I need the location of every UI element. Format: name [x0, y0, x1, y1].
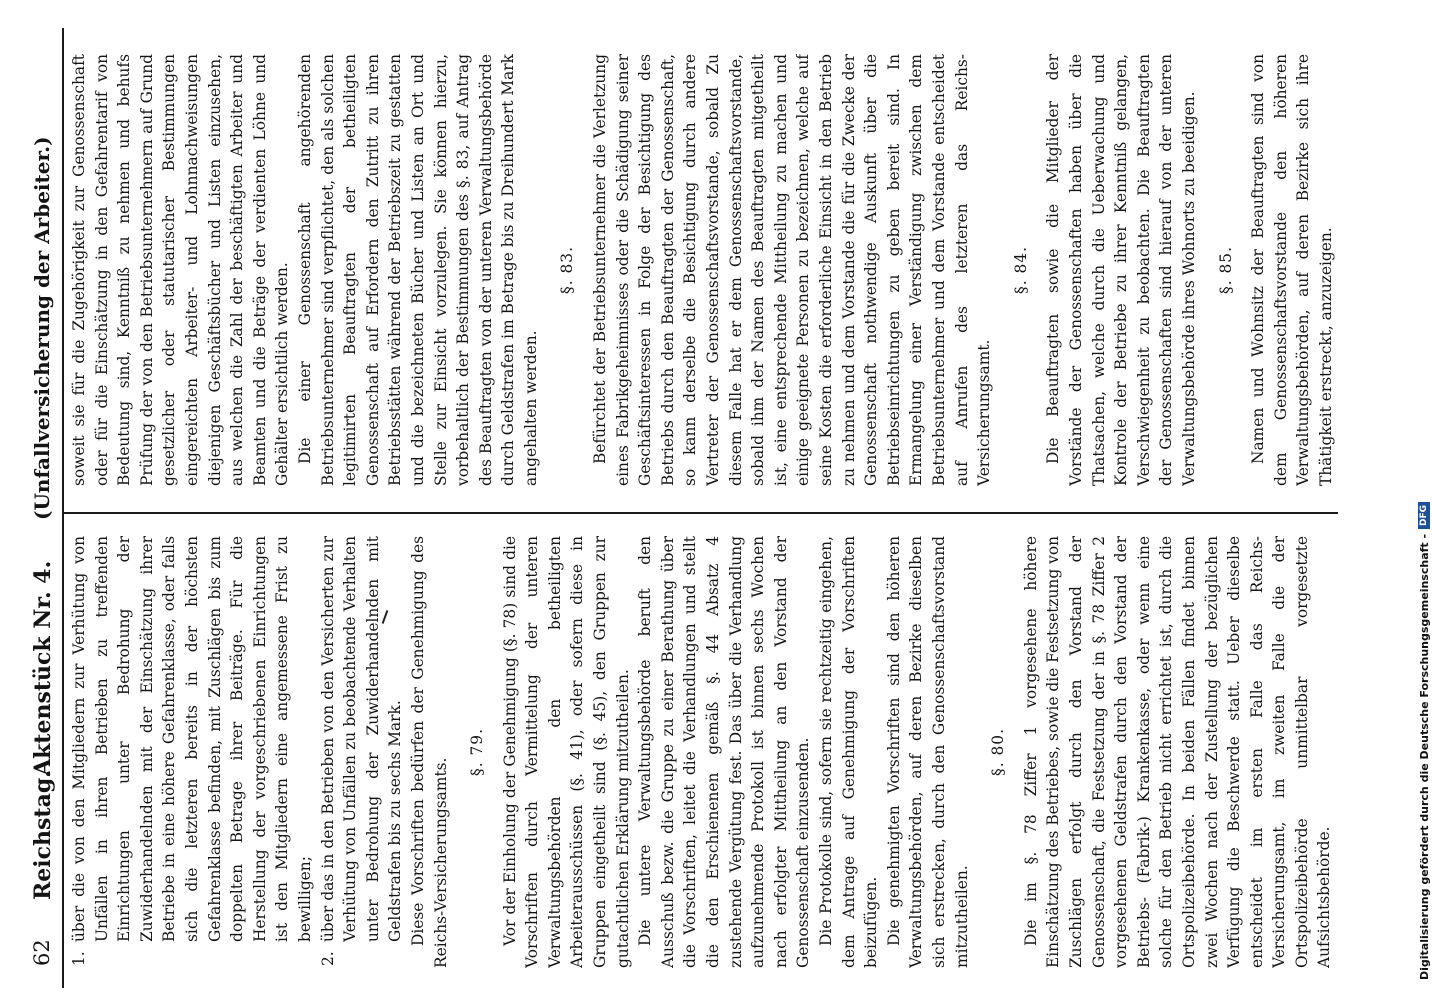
header-rule — [62, 28, 64, 988]
section-heading: §. 84. — [1011, 246, 1030, 294]
paragraph: Die genehmigten Vorschriften sind den höheren Verwaltungsbehörden, auf deren Bezirke dieselben sich erstrecken, durch den Genossenschaftsvorstand mitzutheilen. — [884, 536, 971, 968]
list-item: 2. über das in den Betrieben von den Versicherten zur Verhütung von Unfällen zu beobachtende Verhalten unter Bedrohung der Zuwiderhandelnden mit Geldstrafen bis zu sechs Mark. — [318, 536, 405, 966]
paragraph: soweit sie für die Zugehörigkeit zur Genossenschaft oder für die Einschätzung in den Gefahrentarif von Bedeutung sind, Kenntniß zu nehmen und behufs Prüfung der von den Betriebsunternehmern auf Grund gesetzlicher oder statutarischer Bestimmungen eingereichten Arbeiter- und Lohnnachweisungen diejenigen Geschäftsbücher und Listen einzusehen, aus welchen die Zahl der beschäftigten Arbeiter und Beamten und die Beträge der verdienten Löhne und Gehälter ersichtlich werden. — [70, 54, 292, 486]
left-column — [68, 536, 1340, 968]
paragraph: Namen und Wohnsitz der Beauftragten sind von dem Genossenschaftsvorstande den höheren Verwaltungsbehörden, auf deren Bezirke sich ihre Thätigkeit erstreckt, anzuzeigen. — [1249, 54, 1335, 486]
digitization-notice — [1412, 0, 1430, 1000]
page-header — [22, 28, 66, 988]
page-number: 62 — [30, 939, 54, 966]
column-divider — [62, 513, 1338, 515]
section-heading: §. 79. — [468, 728, 487, 776]
document-page — [22, 28, 1348, 988]
paragraph: Vor der Einholung der Genehmigung (§. 78) sind die Vorschriften durch Vermittelung der unteren Verwaltungsbehörden den betheiligten Arbeiterausschüssen (§. 41), oder sofern diese in Gruppen eingetheilt sind (§. 45), den Gruppen zur gutachtlichen Erklärung mitzutheilen. — [500, 536, 632, 968]
right-column — [68, 54, 1340, 486]
paragraph: Die Protokolle sind, sofern sie rechtzeitig eingehen, dem Antrage auf Genehmigung der Vorschriften beizufügen. — [817, 536, 881, 968]
paragraph: Die Beauftragten sowie die Mitglieder der Vorstände der Genossenschaften haben über die Thatsachen, welche durch die Ueberwachung und Kontrole der Betriebe zu ihrer Kenntniß gelangen, Verschwiegenheit zu beobachten. Die Beauftragten der Genossenschaften sind hierauf von der unteren Verwaltungsbehörde ihres Wohnorts zu beeidigen. — [1044, 54, 1198, 486]
header-running-title: (Unfallversicherung der Arbeiter.) — [30, 136, 54, 520]
paragraph — [1337, 54, 1340, 486]
list-item: 1. über die von den Mitgliedern zur Verhütung von Unfällen in ihren Betrieben zu treffenden Einrichtungen unter Bedrohung der Zuwiderhandelnden mit der Einschätzung ihrer Betriebe in eine höhere Gefahrenklasse, oder falls sich die letzteren bereits in der höchsten Gefahrenklasse befinden, mit Zuschlägen bis zum doppelten Betrage ihrer Beiträge. Für die Herstellung der vorgeschriebenen Einrichtungen ist den Mitgliedern eine angemessene Frist zu bewilligen; — [70, 536, 314, 966]
section-heading: §. 85. — [1216, 246, 1235, 294]
dfg-logo: DFG — [1418, 502, 1430, 529]
digitization-text: Digitalisierung gefördert durch die Deutsche Forschungsgemeinschaft - — [1417, 533, 1431, 980]
paragraph: Die untere Verwaltungsbehörde beruft den Ausschuß bezw. die Gruppe zu einer Berathung über die Vorschriften, leitet die Verhandlungen und stellt die den Erschienenen gemäß §. 44 Absatz 4 zustehende Vergütung fest. Das über die Verhandlung aufzunehmende Protokoll ist binnen sechs Wochen nach erfolgter Mittheilung an den Vorstand der Genossenschaft einzusenden. — [636, 536, 813, 968]
paragraph: Die im §. 78 Ziffer 1 vorgesehene höhere Einschätzung des Betriebes, sowie die Festsetzung von Zuschlägen erfolgt durch den Vorstand der Genossenschaft, die Festsetzung der in §. 78 Ziffer 2 vorgesehenen Geldstrafen durch den Vorstand der Betriebs- (Fabrik-) Krankenkasse, oder wenn eine solche für den Betrieb nicht errichtet ist, durch die Ortspolizeibehörde. In beiden Fällen findet binnen zwei Wochen nach der Zustellung der bezüglichen Verfügung die Beschwerde statt. Ueber dieselbe entscheidet im ersten Falle das Reichs-Versicherungsamt, im zweiten Falle die der Ortspolizeibehörde unmittelbar vorgesetzte Aufsichtsbehörde. — [1021, 536, 1334, 968]
section-heading: §. 80. — [989, 728, 1008, 776]
header-aktenstueck: Aktenstück Nr. 4. — [30, 560, 56, 776]
paragraph: Die einer Genossenschaft angehörenden Betriebsunternehmer sind verpflichtet, den als solchen legitimirten Beauftragten der betheiligten Genossenschaft auf Erfordern den Zutritt zu ihren Betriebsstätten während der Betriebszeit zu gestatten und die bezeichneten Bücher und Listen an Ort und Stelle zur Einsicht vorzulegen. Sie können hierzu, vorbehaltlich der Bestimmungen des §. 83, auf Antrag des Beauftragten von der unteren Verwaltungsbehörde durch Geldstrafen im Betrage bis zu Dreihundert Mark angehalten werden. — [295, 54, 540, 486]
paragraph — [1336, 536, 1340, 968]
paragraph: Befürchtet der Betriebsunternehmer die Verletzung eines Fabrikgeheimnisses oder die Schädigung seiner Geschäftsinteressen in Folge der Besichtigung des Betriebs durch den Beauftragten der Genossenschaft, so kann derselbe die Besichtigung durch andere Vertreter der Genossenschaftsvorstande, sobald Zu diesem Falle hat er dem Genossenschaftsvorstande, sobald ihm der Namen des Beauftragten mitgetheilt ist, eine entsprechende Mittheilung zu machen und einige geeignete Personen zu bezeichnen, welche auf seine Kosten die erforderliche Einsicht in den Betrieb zu nehmen und dem Vorstande die für die Zwecke der Genossenschaft nothwendige Auskunft über die Betriebseinrichtungen zu geben bereit sind. In Ermangelung einer Verständigung zwischen dem Betriebsunternehmer und dem Vorstande entscheidet auf Anrufen des letzteren das Reichs-Versicherungsamt. — [591, 54, 994, 486]
section-heading: §. 83. — [558, 246, 577, 294]
paragraph: Diese Vorschriften bedürfen der Genehmigung des Reichs-Versicherungsamts. — [408, 536, 450, 968]
header-reichstag: Reichstag. — [30, 770, 56, 900]
